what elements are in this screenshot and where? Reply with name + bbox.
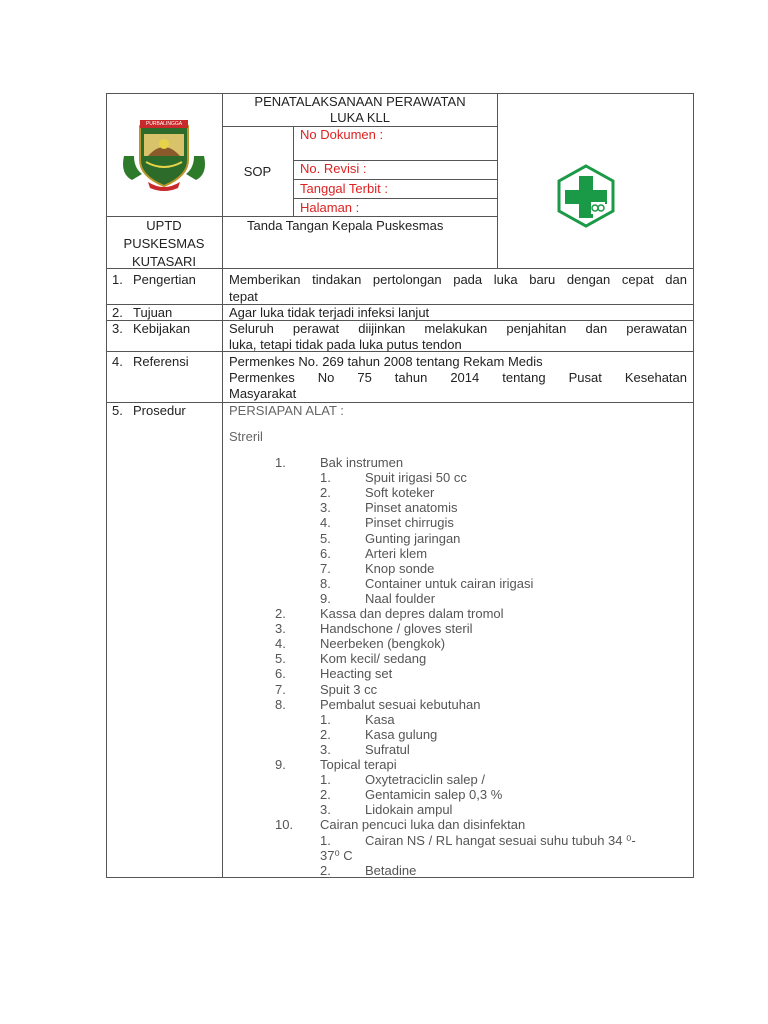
header-line-uptd (106, 216, 498, 217)
sub-list-item: Arteri klem (365, 545, 428, 561)
halaman-label: Halaman : (300, 200, 360, 215)
list-item-number: 5. (275, 651, 286, 667)
list-item: Handschone / gloves steril (320, 621, 473, 637)
sub-list-item: Lidokain ampul (365, 802, 453, 818)
pengertian-text-line2: tepat (229, 289, 258, 304)
no-revisi-label: No. Revisi : (300, 161, 367, 176)
puskesmas-label: PUSKESMAS (123, 236, 205, 251)
sub-list-item: Naal foulder (365, 590, 436, 606)
list-item: Kom kecil/ sedang (320, 651, 427, 667)
table-border-left (106, 93, 107, 878)
list-item: Heacting set (320, 666, 393, 682)
row-label-prosedur: Prosedur (133, 403, 186, 418)
list-item: Spuit 3 cc (320, 681, 378, 697)
list-item-number: 8. (275, 696, 286, 712)
sub-list-item-number: 1. (320, 832, 331, 848)
sub-list-item: Soft koteker (365, 485, 435, 501)
sub-list-item: Gentamicin salep 0,3 % (365, 787, 503, 803)
pengertian-text-line1: Memberikan tindakan pertolongan pada luka baru dengan cepat dan (229, 272, 687, 287)
document-title-line1: PENATALAKSANAAN PERAWATAN (254, 94, 466, 109)
sub-list-item-number: 2. (320, 787, 331, 803)
kebijakan-text-line2: luka, tetapi tidak pada luka putus tendon (229, 337, 462, 352)
sub-list-item-number: 3. (320, 741, 331, 757)
sub-list-item: Container untuk cairan irigasi (365, 575, 534, 591)
uptd-label: UPTD (146, 218, 182, 233)
list-item-number: 2. (275, 606, 286, 621)
row-number: 1. (112, 272, 123, 287)
sub-list-item: Gunting jaringan (365, 530, 461, 546)
sub-list-item-continuation: 37⁰ C (320, 847, 353, 863)
sub-list-item: Oxytetraciclin salep / (365, 772, 485, 788)
sub-list-item-number: 8. (320, 575, 331, 591)
sub-list-item: Spuit irigasi 50 cc (365, 470, 467, 486)
document-title-line2: LUKA KLL (330, 110, 390, 125)
puskesmas-logo (557, 164, 615, 242)
sub-list-item: Kasa (365, 711, 395, 727)
row-label-kebijakan: Kebijakan (133, 321, 191, 336)
list-item-number: 4. (275, 636, 286, 652)
tanda-tangan-label: Tanda Tangan Kepala Puskesmas (247, 218, 444, 233)
sub-list-item-number: 3. (320, 500, 331, 516)
column-divider-left (222, 93, 223, 878)
list-item-number: 7. (275, 681, 286, 697)
sub-list-item: Kasa gulung (365, 726, 438, 742)
list-item: Neerbeken (bengkok) (320, 636, 446, 652)
meta-line-3 (293, 198, 498, 199)
list-item: Topical terapi (320, 757, 397, 772)
sop-divider (293, 126, 294, 217)
row-line-5 (106, 402, 694, 403)
no-dokumen-label: No Dokumen : (300, 127, 384, 142)
list-item-number: 6. (275, 666, 286, 682)
sub-list-item-number: 1. (320, 470, 331, 486)
sub-list-item: Sufratul (365, 741, 410, 757)
row-label-referensi: Referensi (133, 354, 189, 369)
sub-list-item-number: 4. (320, 515, 331, 531)
sub-list-item-number: 9. (320, 590, 331, 606)
list-item-number: 3. (275, 621, 286, 637)
row-number: 3. (112, 321, 123, 336)
list-item: Bak instrumen (320, 455, 404, 470)
sub-list-item-number: 7. (320, 560, 331, 576)
row-number: 4. (112, 354, 123, 369)
sub-list-item-number: 6. (320, 545, 331, 561)
kebijakan-text-line1: Seluruh perawat diijinkan melakukan penjahitan dan perawatan (229, 321, 687, 336)
sub-list-item-number: 2. (320, 726, 331, 742)
sub-list-item-number: 2. (320, 862, 331, 878)
regional-crest-logo (118, 116, 210, 192)
referensi-text-line3: Masyarakat (229, 386, 297, 401)
row-label-pengertian: Pengertian (133, 272, 196, 287)
crest-banner-text: PURBALINGGA (145, 121, 183, 127)
list-item: Cairan pencuci luka dan disinfektan (320, 817, 526, 833)
row-label-tujuan: Tujuan (133, 305, 173, 320)
referensi-text-line1: Permenkes No. 269 tahun 2008 tentang Rekam Medis (229, 354, 543, 369)
table-border-right (693, 93, 694, 878)
sub-list-item: Knop sonde (365, 560, 435, 576)
sub-list-item-number: 3. (320, 802, 331, 818)
list-item: Kassa dan depres dalam tromol (320, 606, 504, 621)
referensi-text-line2: Permenkes No 75 tahun 2014 tentang Pusat Kesehatan (229, 370, 687, 385)
sub-list-item-number: 1. (320, 772, 331, 788)
list-item-number: 9. (275, 757, 286, 772)
list-item: Pembalut sesuai kebutuhan (320, 696, 481, 712)
row-number: 5. (112, 403, 123, 418)
kutasari-label: KUTASARI (131, 254, 197, 269)
sub-list-item-number: 1. (320, 711, 331, 727)
list-item-number: 1. (275, 455, 286, 470)
sub-list-item-number: 2. (320, 485, 331, 501)
sub-list-item-number: 5. (320, 530, 331, 546)
sub-list-item: Betadine (365, 862, 417, 878)
list-item-number: 10. (275, 817, 294, 833)
sub-list-item: Pinset anatomis (365, 500, 458, 516)
meta-line-2 (293, 179, 498, 180)
prosedur-heading: PERSIAPAN ALAT : (229, 403, 344, 418)
sub-list-item: Cairan NS / RL hangat sesuai suhu tubuh 34 ⁰- (365, 832, 636, 848)
row-number: 2. (112, 305, 123, 320)
sub-list-item: Pinset chirrugis (365, 515, 454, 531)
sop-label: SOP (243, 164, 272, 179)
tujuan-text: Agar luka tidak terjadi infeksi lanjut (229, 305, 430, 320)
prosedur-subheading: Streril (229, 429, 263, 444)
tanggal-terbit-label: Tanggal Terbit : (300, 181, 388, 196)
